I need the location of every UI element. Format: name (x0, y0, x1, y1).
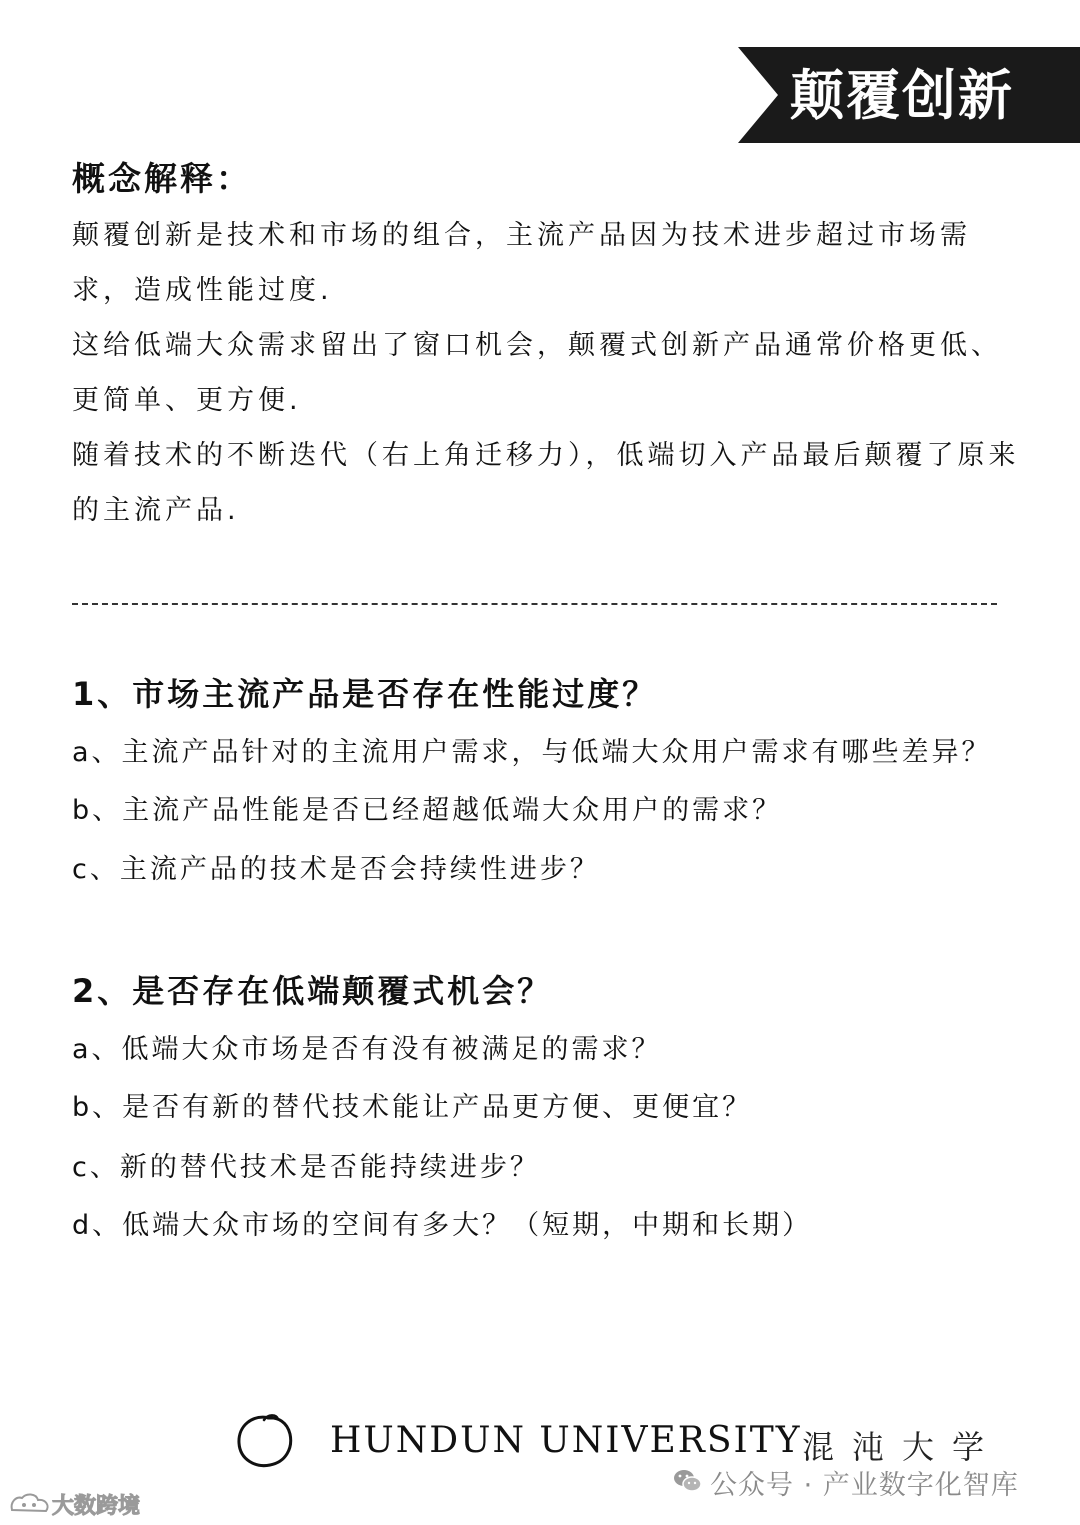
wechat-icon (672, 1467, 702, 1495)
concept-paragraph: 这给低端大众需求留出了窗口机会，颠覆式创新产品通常价格更低、更简单、更方便. (72, 330, 1002, 416)
section-1-heading: 1、市场主流产品是否存在性能过度？ (72, 675, 658, 713)
section-1-item: c、主流产品的技术是否会持续性进步？ (72, 854, 600, 885)
concept-paragraph: 随着技术的不断迭代（右上角迁移力），低端切入产品最后颠覆了原来的主流产品. (72, 440, 1020, 526)
wechat-account-label: 公众号 · 产业数字化智库 (710, 1470, 1019, 1501)
concept-paragraph: 颠覆创新是技术和市场的组合，主流产品因为技术进步超过市场需求，造成性能过度. (72, 220, 971, 306)
dashed-divider (72, 603, 997, 605)
university-name-cn: 混沌大学 (802, 1428, 1003, 1466)
section-1-item: b、主流产品性能是否已经超越低端大众用户的需求？ (72, 795, 783, 826)
page-title: 颠覆创新 (790, 63, 1014, 127)
section-2-item: c、新的替代技术是否能持续进步？ (72, 1152, 540, 1183)
section-1-item: a、主流产品针对的主流用户需求，与低端大众用户需求有哪些差异？ (72, 737, 992, 768)
watermark-logo-icon (8, 1490, 52, 1518)
concept-heading: 概念解释： (72, 159, 252, 198)
section-2-item: d、低端大众市场的空间有多大？（短期，中期和长期） (72, 1210, 813, 1241)
section-2-item: a、低端大众市场是否有没有被满足的需求？ (72, 1034, 662, 1065)
watermark-text: 大数跨境 (52, 1494, 141, 1519)
university-logo-icon (234, 1412, 296, 1470)
section-2-heading: 2、是否存在低端颠覆式机会？ (72, 972, 553, 1010)
university-name: HUNDUN UNIVERSITY (330, 1420, 802, 1461)
section-2-item: b、是否有新的替代技术能让产品更方便、更便宜？ (72, 1092, 753, 1123)
